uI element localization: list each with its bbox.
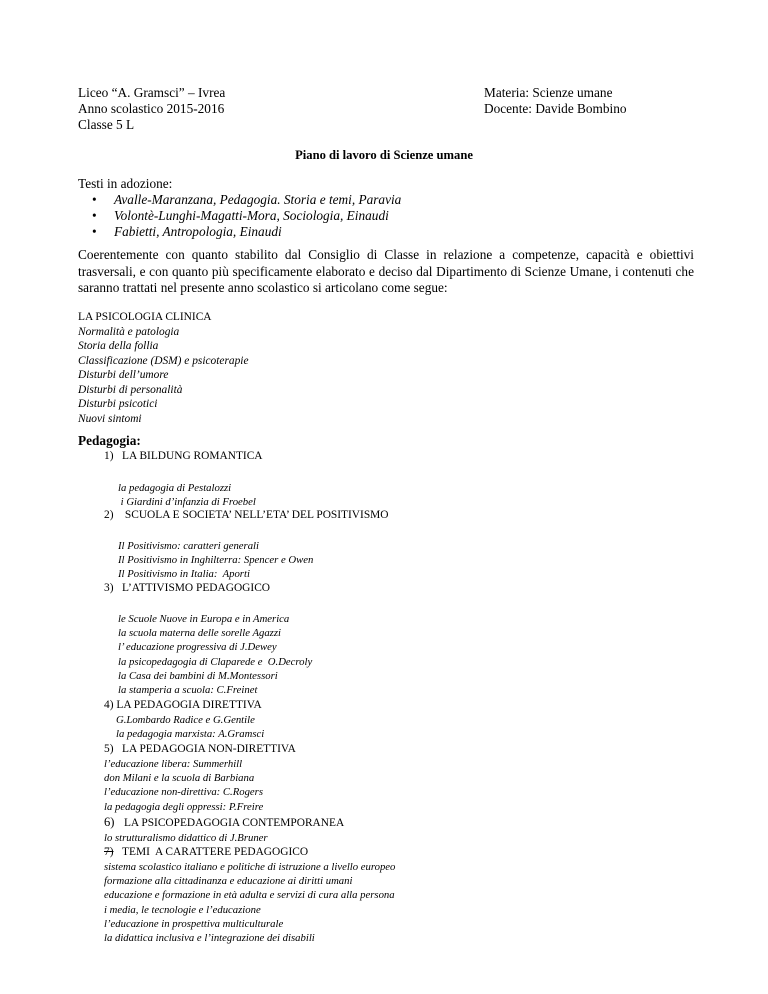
section-number: 6) — [104, 815, 115, 829]
section-2-items — [118, 539, 313, 582]
section-number: 1) — [104, 450, 114, 462]
list-item: don Milani e la scuola di Barbiana — [104, 772, 255, 785]
list-item: l’educazione non-direttiva: C.Rogers — [104, 786, 263, 799]
list-item: G.Lombardo Radice e G.Gentile — [116, 714, 255, 726]
section-number: 3) — [104, 582, 114, 594]
section-number: 2) — [104, 509, 114, 521]
section-2-title — [104, 508, 389, 523]
section-title: LA BILDUNG ROMANTICA — [122, 450, 263, 462]
intro-text: Coerentemente con quanto stabilito dal Consiglio di Classe in relazione a competenze, capacità e obiettivi trasversali, e con quanto più specificamente elaborato e deciso dal Dipartimento di Scienze Umane, i contenuti che saranno trattati nel presente anno scolastico si articolano come segue: — [78, 247, 694, 295]
list-item: la psicopedagogia di Claparede e O.Decroly — [118, 655, 313, 668]
list-item: l’educazione in prospettiva multiculturale — [104, 917, 284, 930]
section-4-title — [104, 698, 262, 713]
class-name: Classe 5 L — [78, 117, 135, 132]
list-item: l’educazione libera: Summerhill — [104, 758, 243, 770]
pedagogia-heading: Pedagogia: — [78, 433, 141, 448]
school-info — [78, 85, 225, 133]
list-item: Normalità e patologia — [78, 325, 180, 338]
section-7-items — [104, 860, 395, 945]
list-item: Classificazione (DSM) e psicoterapie — [78, 354, 249, 367]
list-item: • Volontè-Lunghi-Magatti-Mora, Sociologia, Einaudi — [78, 208, 401, 224]
section-title: LA PEDAGOGIA DIRETTIVA — [116, 699, 262, 711]
list-item: Disturbi di personalità — [78, 383, 183, 396]
list-item: Storia della follia — [78, 340, 159, 352]
list-item: formazione alla cittadinanza e educazione ai diritti umani — [104, 875, 353, 888]
subject-info — [484, 85, 627, 117]
list-item: Il Positivismo in Inghilterra: Spencer e Owen — [118, 554, 314, 567]
list-item: le Scuole Nuove in Europa e in America — [118, 613, 290, 625]
section-6-items — [104, 831, 268, 845]
list-item: Disturbi psicotici — [78, 398, 158, 410]
list-item: l’ educazione progressiva di J.Dewey — [118, 641, 277, 654]
list-item: la pedagogia marxista: A.Gramsci — [116, 728, 265, 741]
list-item: la didattica inclusiva e l’integrazione dei disabili — [104, 932, 315, 945]
school-year: Anno scolastico 2015-2016 — [78, 101, 225, 116]
section-title: LA PEDAGOGIA NON-DIRETTIVA — [122, 743, 296, 755]
section-1-items — [118, 481, 256, 509]
textbooks-heading: Testi in adozione: — [78, 176, 173, 191]
section-1-title — [104, 449, 263, 464]
section-5-title — [104, 742, 296, 757]
list-item: i Giardini d’infanzia di Froebel — [118, 496, 256, 509]
list-item: Il Positivismo in Italia: Aporti — [118, 568, 250, 581]
section-number: 5) — [104, 743, 114, 755]
section-5-items — [104, 757, 263, 814]
list-item: educazione e formazione in età adulta e servizi di cura alla persona — [104, 889, 395, 902]
section-number: 7) — [104, 846, 114, 858]
section-7-title — [104, 845, 308, 860]
section-number: 4) — [104, 699, 114, 711]
psicologia-section — [78, 310, 249, 426]
list-item: Disturbi dell’umore — [78, 369, 169, 381]
section-title: L’ATTIVISMO PEDAGOGICO — [122, 582, 271, 594]
list-item: lo strutturalismo didattico di J.Bruner — [104, 832, 268, 844]
section-3-title — [104, 581, 270, 596]
teacher: Docente: Davide Bombino — [484, 101, 627, 116]
list-item: • Fabietti, Antropologia, Einaudi — [78, 224, 401, 240]
list-item: sistema scolastico italiano e politiche di istruzione a livello europeo — [104, 861, 396, 873]
section-title: SCUOLA E SOCIETA’ NELL’ETA’ DEL POSITIVISMO — [124, 509, 389, 521]
textbooks-section — [78, 176, 401, 240]
list-item: la scuola materna delle sorelle Agazzi — [118, 627, 281, 640]
section-6-title — [104, 815, 344, 831]
list-item: • Avalle-Maranzana, Pedagogia. Storia e temi, Paravia — [78, 192, 401, 208]
list-item: la stamperia a scuola: C.Freinet — [118, 684, 258, 697]
list-item: Il Positivismo: caratteri generali — [118, 540, 259, 552]
page-title: Piano di lavoro di Scienze umane — [295, 148, 473, 162]
list-item: la pedagogia degli oppressi: P.Freire — [104, 800, 264, 813]
section-4-items — [116, 713, 264, 741]
list-item: la Casa dei bambini di M.Montessori — [118, 669, 278, 682]
school-name: Liceo “A. Gramsci” – Ivrea — [78, 85, 226, 100]
section-title: LA PSICOPEDAGOGIA CONTEMPORANEA — [123, 817, 345, 829]
list-item: i media, le tecnologie e l’educazione — [104, 903, 261, 916]
section-3-items — [118, 612, 312, 697]
subject: Materia: Scienze umane — [484, 85, 613, 100]
list-item: Nuovi sintomi — [78, 412, 142, 425]
list-item: la pedagogia di Pestalozzi — [118, 482, 232, 494]
intro-paragraph — [78, 247, 694, 297]
section-title: TEMI A CARATTERE PEDAGOGICO — [122, 846, 309, 858]
psicologia-heading: LA PSICOLOGIA CLINICA — [78, 311, 212, 323]
textbooks-list — [78, 192, 401, 240]
